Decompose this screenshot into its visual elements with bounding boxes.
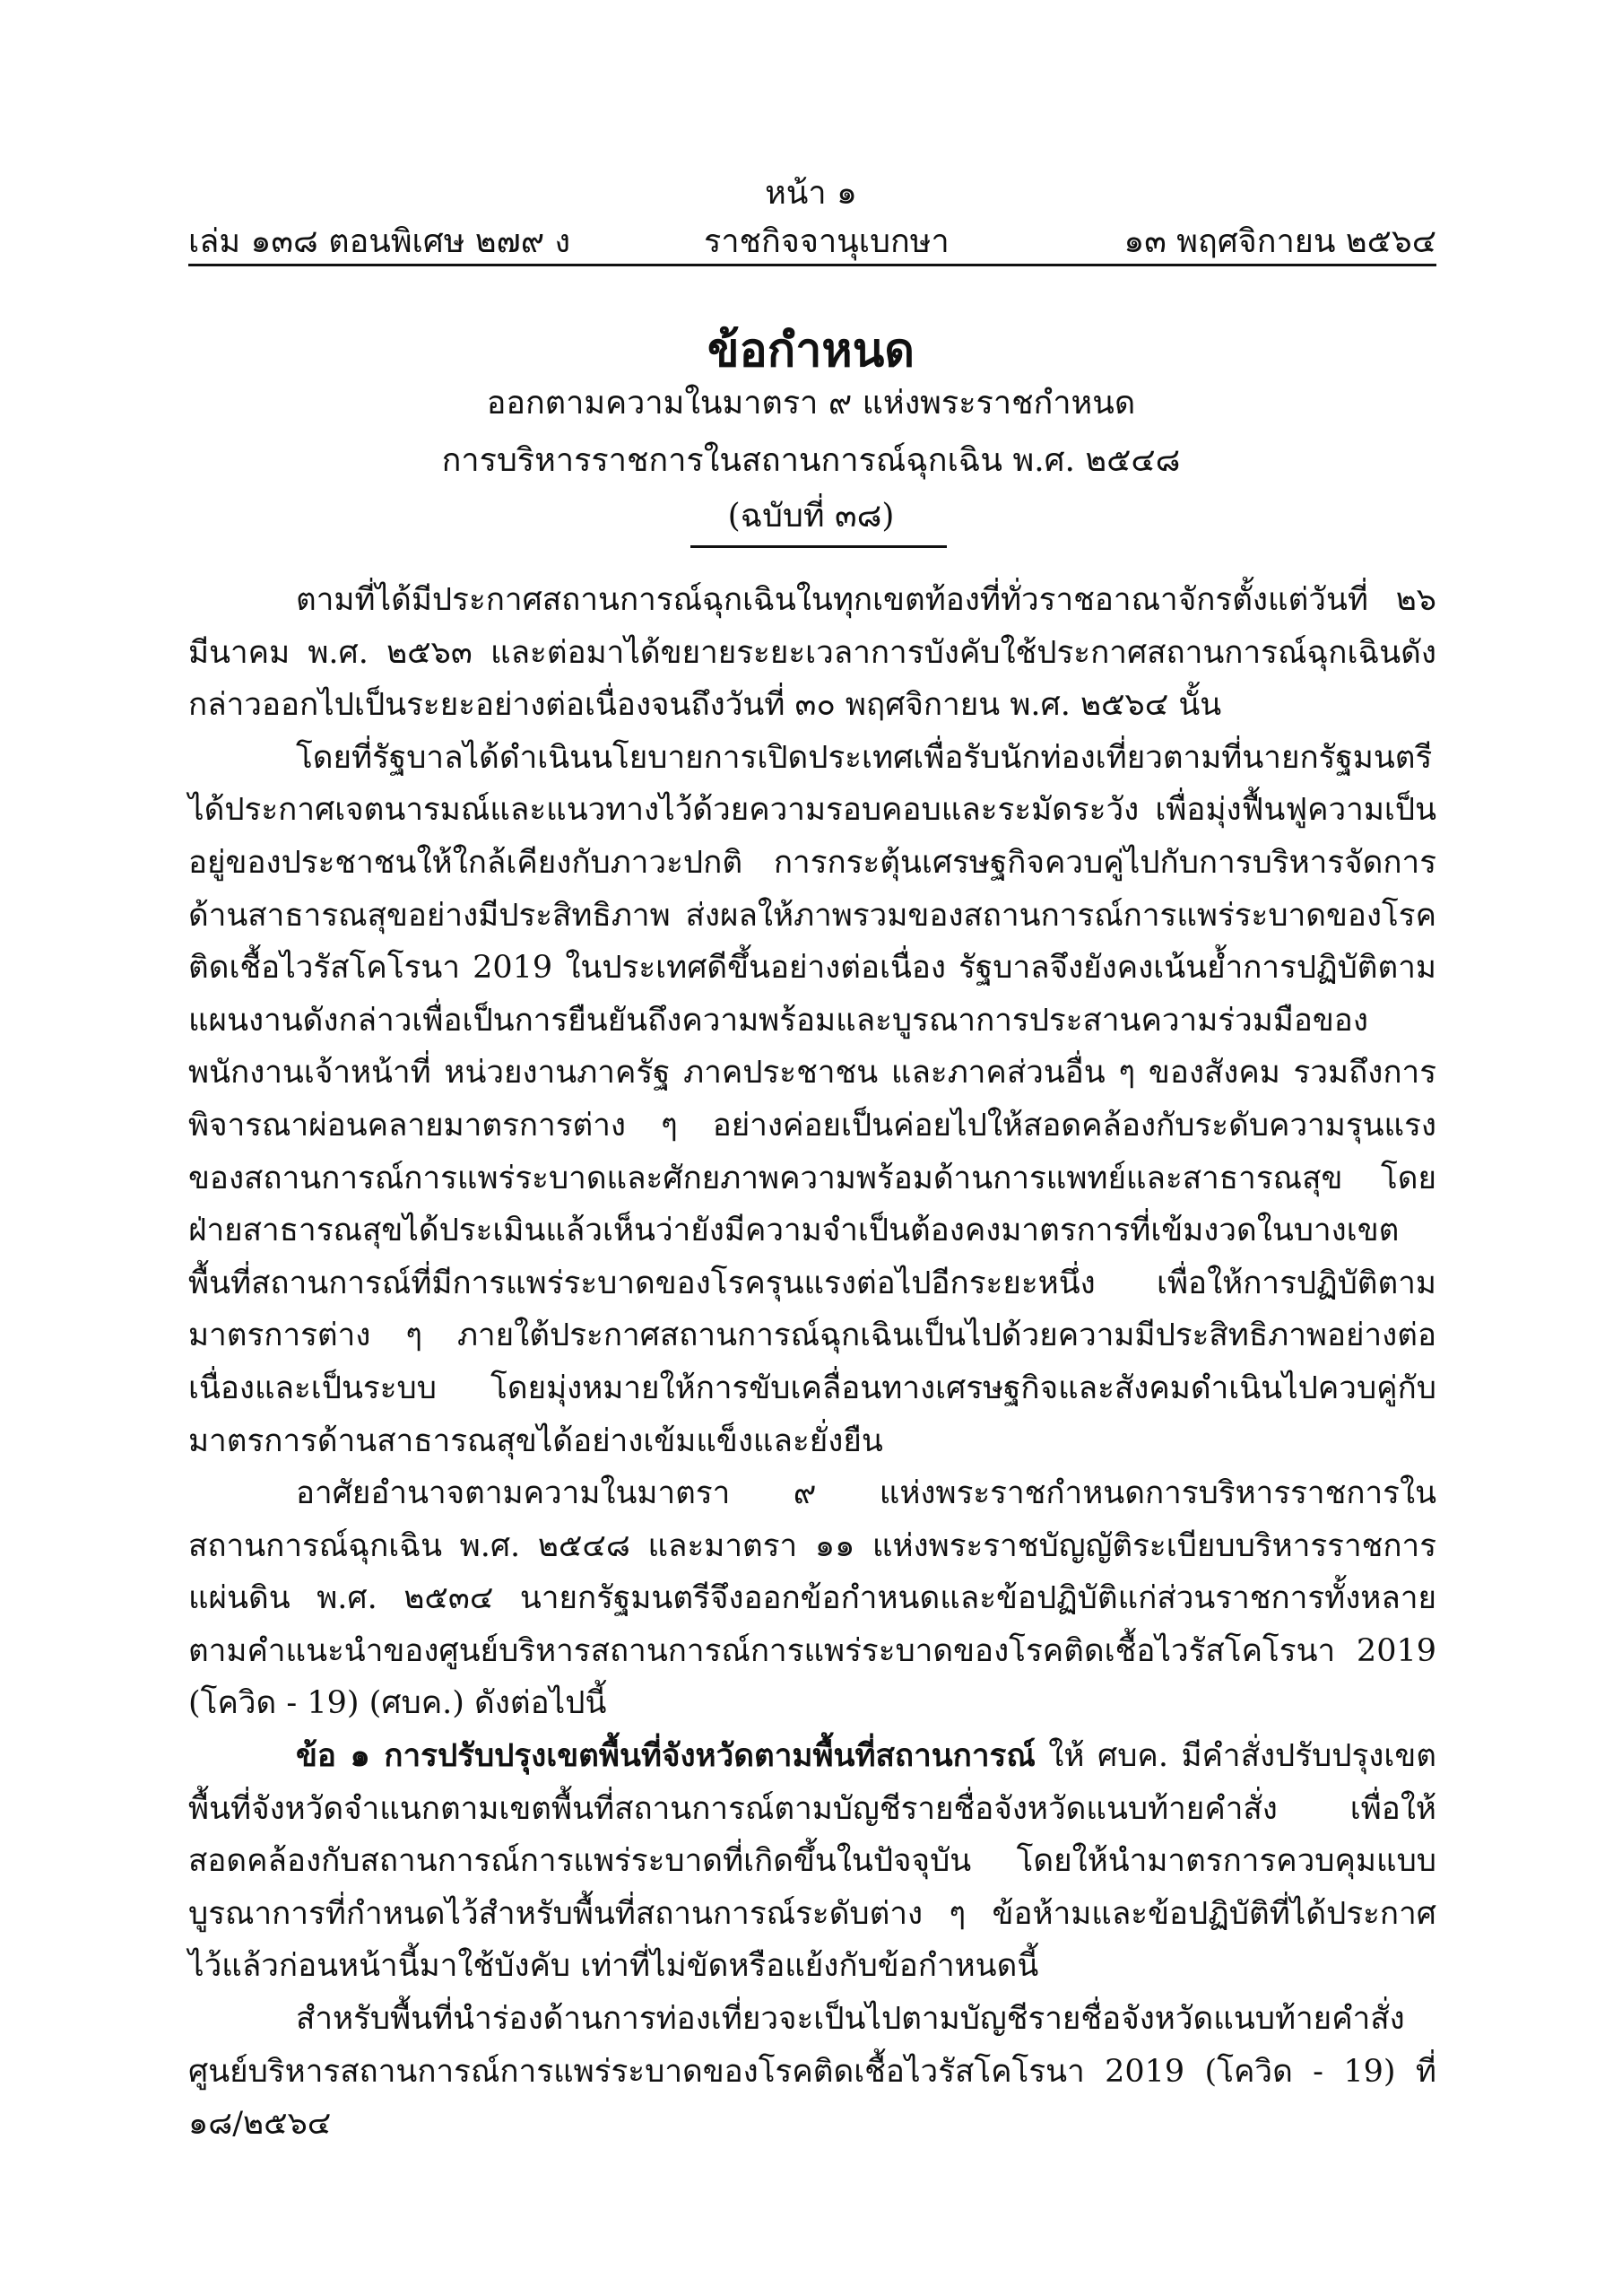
- clause-1-heading: ข้อ ๑ การปรับปรุงเขตพื้นที่จังหวัดตามพื้นที่สถานการณ์: [296, 1737, 1036, 1775]
- document-body: [188, 574, 1436, 2151]
- page-number: หน้า ๑: [765, 175, 857, 212]
- publication-name: ราชกิจจานุเบกษา: [704, 223, 950, 260]
- paragraph-preamble: ตามที่ได้มีประกาศสถานการณ์ฉุกเฉินในทุกเขตท้องที่ทั่วราชอาณาจักรตั้งแต่วันที่ ๒๖ มีนาคม พ.ศ. ๒๕๖๓ และต่อมาได้ขยายระยะเวลาการบังคับใช้ประกาศสถานการณ์ฉุกเฉินดังกล่าวออกไปเป็นระยะอย่างต่อเนื่องจนถึงวันที่ ๓๐ พฤศจิกายน พ.ศ. ๒๕๖๔ นั้น: [188, 582, 1436, 724]
- gazette-header: [188, 215, 1436, 258]
- subtitle-line-3: (ฉบับที่ ๓๘): [727, 498, 895, 535]
- publication-date: ๑๓ พฤศจิกายน ๒๕๖๔: [1123, 223, 1436, 260]
- subtitle-line-1: ออกตามความในมาตรา ๙ แห่งพระราชกำหนด: [486, 385, 1136, 422]
- subtitle-line-2: การบริหารราชการในสถานการณ์ฉุกเฉิน พ.ศ. ๒๕๔๘: [441, 442, 1181, 479]
- paragraph-authority: อาศัยอำนาจตามความในมาตรา ๙ แห่งพระราชกำหนดการบริหารราชการในสถานการณ์ฉุกเฉิน พ.ศ. ๒๕๔๘ และมาตรา ๑๑ แห่งพระราชบัญญัติระเบียบบริหารราชการแผ่นดิน พ.ศ. ๒๕๓๔ นายกรัฐมนตรีจึงออกข้อกำหนดและข้อปฏิบัติแก่ส่วนราชการทั้งหลายตามคำแนะนำของศูนย์บริหารสถานการณ์การแพร่ระบาดของโรคติดเชื้อไวรัสโคโรนา 2019 (โควิด - 19) (ศบค.) ดังต่อไปนี้: [188, 1475, 1436, 1722]
- document-title: ข้อกำหนด: [707, 323, 915, 378]
- title-divider: [690, 545, 947, 548]
- clause-1: [188, 1730, 1436, 1993]
- clause-1-text: ให้ ศบค. มีคำสั่งปรับปรุงเขตพื้นที่จังหวัดจำแนกตามเขตพื้นที่สถานการณ์ตามบัญชีรายชื่อจังหวัดแนบท้ายคำสั่ง เพื่อให้สอดคล้องกับสถานการณ์การแพร่ระบาดที่เกิดขึ้นในปัจจุบัน โดยให้นำมาตรการควบคุมแบบบูรณาการที่กำหนดไว้สำหรับพื้นที่สถานการณ์ระดับต่าง ๆ ข้อห้ามและข้อปฏิบัติที่ได้ประกาศไว้แล้วก่อนหน้านี้มาใช้บังคับ เท่าที่ไม่ขัดหรือแย้งกับข้อกำหนดนี้: [188, 1738, 1436, 1985]
- volume-issue: เล่ม ๑๓๘ ตอนพิเศษ ๒๗๙ ง: [188, 223, 571, 260]
- header-divider: [188, 264, 1436, 266]
- paragraph-rationale: โดยที่รัฐบาลได้ดำเนินนโยบายการเปิดประเทศเพื่อรับนักท่องเที่ยวตามที่นายกรัฐมนตรีได้ประกาศเจตนารมณ์และแนวทางไว้ด้วยความรอบคอบและระมัดระวัง เพื่อมุ่งฟื้นฟูความเป็นอยู่ของประชาชนให้ใกล้เคียงกับภาวะปกติ การกระตุ้นเศรษฐกิจควบคู่ไปกับการบริหารจัดการด้านสาธารณสุขอย่างมีประสิทธิภาพ ส่งผลให้ภาพรวมของสถานการณ์การแพร่ระบาดของโรคติดเชื้อไวรัสโคโรนา 2019 ในประเทศดีขึ้นอย่างต่อเนื่อง รัฐบาลจึงยังคงเน้นย้ำการปฏิบัติตามแผนงานดังกล่าวเพื่อเป็นการยืนยันถึงความพร้อมและบูรณาการประสานความร่วมมือของพนักงานเจ้าหน้าที่ หน่วยงานภาครัฐ ภาคประชาชน และภาคส่วนอื่น ๆ ของสังคม รวมถึงการพิจารณาผ่อนคลายมาตรการต่าง ๆ อย่างค่อยเป็นค่อยไปให้สอดคล้องกับระดับความรุนแรงของสถานการณ์การแพร่ระบาดและศักยภาพความพร้อมด้านการแพทย์และสาธารณสุข โดยฝ่ายสาธารณสุขได้ประเมินแล้วเห็นว่ายังมีความจำเป็นต้องคงมาตรการที่เข้มงวดในบางเขตพื้นที่สถานการณ์ที่มีการแพร่ระบาดของโรครุนแรงต่อไปอีกระยะหนึ่ง เพื่อให้การปฏิบัติตามมาตรการต่าง ๆ ภายใต้ประกาศสถานการณ์ฉุกเฉินเป็นไปด้วยความมีประสิทธิภาพอย่างต่อเนื่องและเป็นระบบ โดยมุ่งหมายให้การขับเคลื่อนทางเศรษฐกิจและสังคมดำเนินไปควบคู่กับมาตรการด้านสาธารณสุขได้อย่างเข้มแข็งและยั่งยืน: [188, 739, 1436, 1459]
- paragraph-pilot-areas: สำหรับพื้นที่นำร่องด้านการท่องเที่ยวจะเป็นไปตามบัญชีรายชื่อจังหวัดแนบท้ายคำสั่งศูนย์บริหารสถานการณ์การแพร่ระบาดของโรคติดเชื้อไวรัสโคโรนา 2019 (โควิด - 19) ที่ ๑๘/๒๕๖๔: [188, 2001, 1436, 2143]
